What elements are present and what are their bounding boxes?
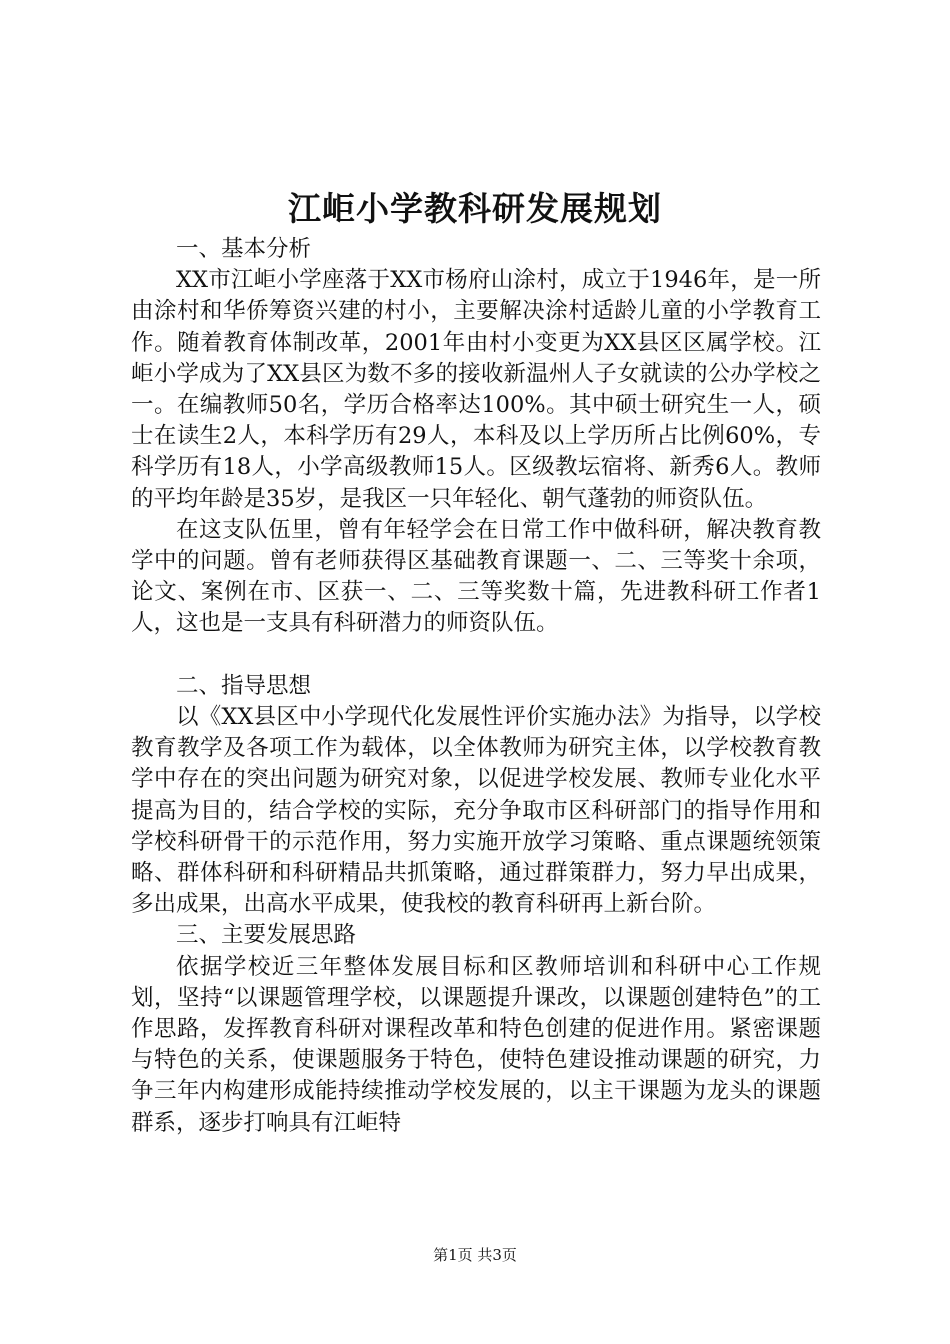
page-footer: 第1页 共3页: [433, 1246, 517, 1264]
paragraph: 以《XX县区中小学现代化发展性评价实施办法》为指导，以学校教育教学及各项工作为载体，以全体教师为研究主体，以学校教育教学中存在的突出问题为研究对象，以促进学校发展、教师专业化水平提高为目的，结合学校的实际，充分争取市区科研部门的指导作用和学校科研骨干的示范作用，努力实施开放学习策略、重点课题统领策略、群体科研和科研精品共抓策略，通过群策群力，努力早出成果，多出成果，出高水平成果，使我校的教育科研再上新台阶。: [131, 704, 821, 918]
paragraph: XX市江岠小学座落于XX市杨府山涂村，成立于1946年，是一所由涂村和华侨筹资兴建的村小，主要解决涂村适龄儿童的小学教育工作。随着教育体制改革，2001年由村小变更为XX县区区属学校。江岠小学成为了XX县区为数不多的接收新温州人子女就读的公办学校之一。在编教师50名，学历合格率达100%。其中硕士研究生一人，硕士在读生2人，本科学历有29人，本科及以上学历所占比例60%，专科学历有18人，小学高级教师15人。区级教坛宿将、新秀6人。教师的平均年龄是35岁，是我区一只年轻化、朝气蓬勃的师资队伍。: [131, 267, 821, 512]
section-heading: 二、指导思想: [176, 672, 312, 699]
paragraph: 依据学校近三年整体发展目标和区教师培训和科研中心工作规划，坚持“以课题管理学校，以课题提升课改，以课题创建特色”的工作思路，发挥教育科研对课程改革和特色创建的促进作用。紧密课题与特色的关系，使课题服务于特色，使特色建设推动课题的研究，力争三年内构建形成能持续推动学校发展的，以主干课题为龙头的课题群系，逐步打响具有江岠特: [131, 953, 821, 1136]
section-guiding-ideology: [131, 671, 821, 921]
section-basic-analysis: [131, 234, 821, 640]
document-title: 江岠小学教科研发展规划: [288, 189, 662, 228]
document-body: [131, 234, 821, 1139]
paragraph: 在这支队伍里，曾有年轻学会在日常工作中做科研，解决教育教学中的问题。曾有老师获得区基础教育课题一、二、三等奖十余项，论文、案例在市、区获一、二、三等奖数十篇，先进教科研工作者1人，这也是一支具有科研潜力的师资队伍。: [131, 516, 821, 637]
section-heading: 一、基本分析: [176, 236, 312, 262]
section-development-ideas: [131, 920, 821, 1138]
section-heading: 三、主要发展思路: [176, 922, 357, 949]
